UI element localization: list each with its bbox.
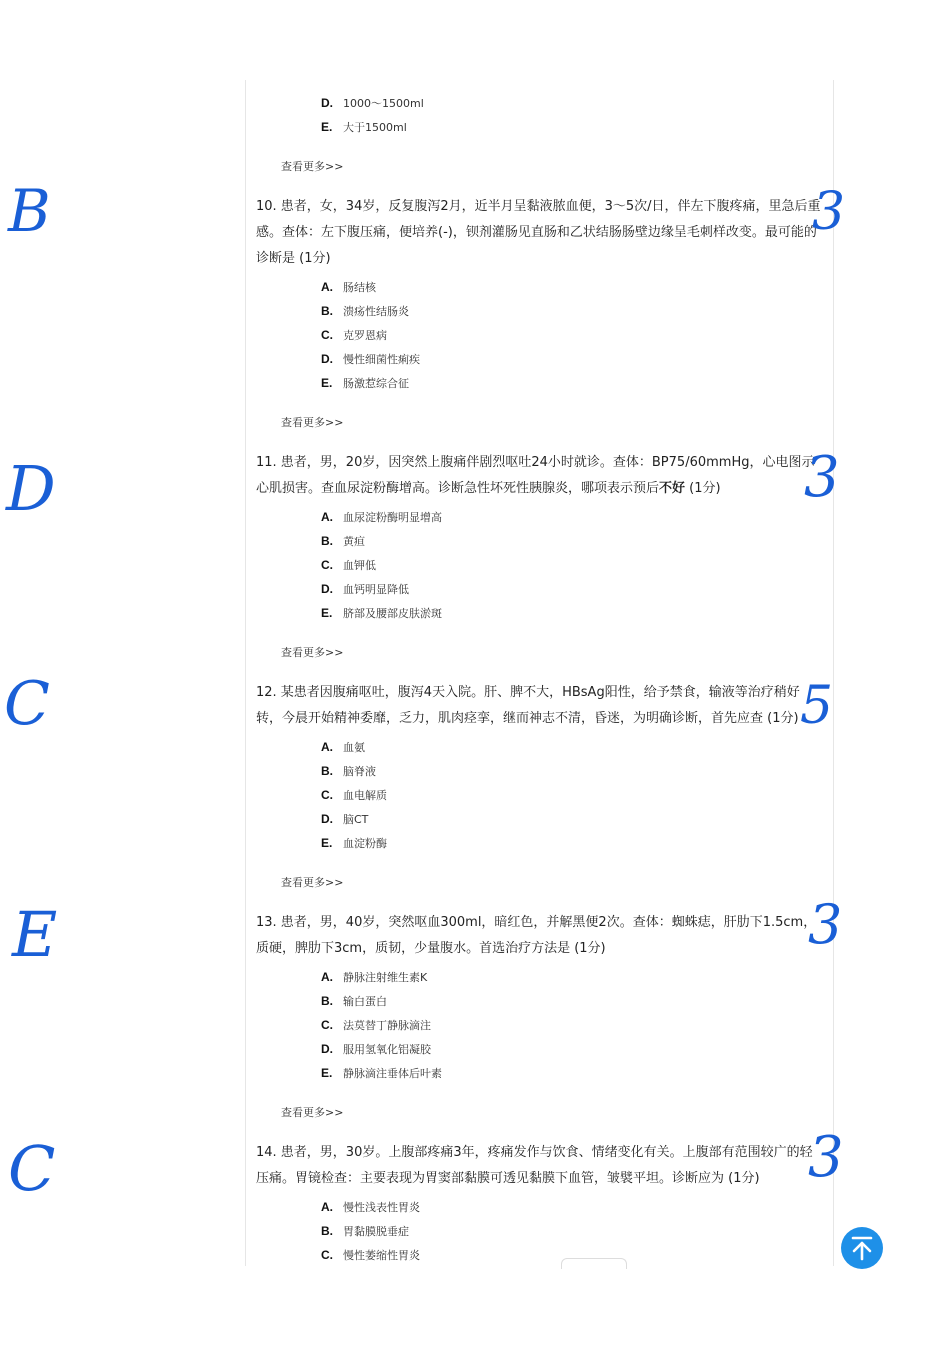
question-12-option-b[interactable]: B. 脑脊液 bbox=[321, 764, 376, 778]
handwritten-score-q13: 3 bbox=[808, 893, 843, 956]
handwritten-answer-q11: D bbox=[6, 452, 56, 525]
handwritten-score-q12: 5 bbox=[800, 676, 834, 736]
handwritten-answer-q10: B bbox=[8, 177, 51, 245]
question-11-option-c[interactable]: C. 血钾低 bbox=[321, 558, 376, 572]
question-10-option-b[interactable]: B. 溃疡性结肠炎 bbox=[321, 304, 409, 318]
question-page bbox=[245, 80, 834, 1266]
see-more-link[interactable]: 查看更多>> bbox=[281, 416, 344, 429]
handwritten-answer-q12: C bbox=[4, 669, 50, 739]
question-13-stem: 13. 患者，男，40岁，突然呕血300ml，暗红色，并解黑便2次。查体：蜘蛛痣，肝肋下1.5cm，质硬，脾肋下3cm，质韧，少量腹水。首选治疗方法是 (1分) bbox=[256, 915, 817, 956]
question-13-option-b[interactable]: B. 输白蛋白 bbox=[321, 994, 387, 1008]
handwritten-answer-q13: E bbox=[12, 898, 58, 971]
question-11-option-e[interactable]: E. 脐部及腰部皮肤淤斑 bbox=[321, 606, 442, 620]
question-12-option-c[interactable]: C. 血电解质 bbox=[321, 788, 387, 802]
question-10-option-e[interactable]: E. 肠激惹综合征 bbox=[321, 376, 409, 390]
question-10-option-c[interactable]: C. 克罗恩病 bbox=[321, 328, 387, 342]
option-d[interactable]: D. 1000～1500ml bbox=[321, 96, 424, 110]
question-11-option-d[interactable]: D. 血钙明显降低 bbox=[321, 582, 409, 596]
question-11-stem: 11. 患者，男，20岁，因突然上腹痛伴剧烈呕吐24小时就诊。查体：BP75/60mmHg，心电图示心肌损害。查血尿淀粉酶增高。诊断急性坏死性胰腺炎，哪项表示预后不好 (1分) bbox=[256, 455, 815, 496]
question-13-option-c[interactable]: C. 法莫替丁静脉滴注 bbox=[321, 1018, 431, 1032]
handwritten-score-q14: 3 bbox=[808, 1125, 844, 1190]
question-12-stem: 12. 某患者因腹痛呕吐，腹泻4天入院。肝、脾不大，HBsAg阳性，给予禁食，输液等治疗稍好转，今晨开始精神委靡，乏力，肌肉痉挛，继而神志不清，昏迷，为明确诊断，首先应查 (1分) bbox=[256, 685, 800, 726]
question-10-option-a[interactable]: A. 肠结核 bbox=[321, 280, 376, 294]
back-to-top-button[interactable] bbox=[841, 1227, 883, 1269]
question-14-option-b[interactable]: B. 胃黏膜脱垂症 bbox=[321, 1224, 409, 1238]
question-10-option-d[interactable]: D. 慢性细菌性痢疾 bbox=[321, 352, 420, 366]
see-more-link[interactable]: 查看更多>> bbox=[281, 876, 344, 889]
question-14-stem: 14. 患者，男，30岁。上腹部疼痛3年，疼痛发作与饮食、情绪变化有关。上腹部有范围较广的轻压痛。胃镜检查：主要表现为胃窦部黏膜可透见黏膜下血管，皱襞平坦。诊断应为 (1分) bbox=[256, 1145, 813, 1186]
arrow-up-to-line-icon bbox=[841, 1227, 883, 1269]
see-more-link[interactable]: 查看更多>> bbox=[281, 646, 344, 659]
question-11-option-b[interactable]: B. 黄疸 bbox=[321, 534, 365, 548]
question-10-stem: 10. 患者，女，34岁，反复腹泻2月，近半月呈黏液脓血便，3～5次/日，伴左下腹疼痛，里急后重感。查体：左下腹压痛，便培养(-)，钡剂灌肠见直肠和乙状结肠肠壁边缘呈毛刺样改变。最可能的诊断是 (1分) bbox=[256, 199, 821, 266]
question-14-option-c[interactable]: C. 慢性萎缩性胃炎 bbox=[321, 1248, 420, 1262]
question-12-option-e[interactable]: E. 血淀粉酶 bbox=[321, 836, 387, 850]
question-13-option-a[interactable]: A. 静脉注射维生素K bbox=[321, 970, 428, 984]
option-e[interactable]: E. 大于1500ml bbox=[321, 120, 407, 134]
question-13-option-e[interactable]: E. 静脉滴注垂体后叶素 bbox=[321, 1066, 442, 1080]
see-more-link[interactable]: 查看更多>> bbox=[281, 160, 344, 173]
handwritten-answer-q14: C bbox=[8, 1132, 56, 1205]
handwritten-score-q10: 3 bbox=[812, 182, 846, 242]
question-12-option-a[interactable]: A. 血氨 bbox=[321, 740, 365, 754]
handwritten-score-q11: 3 bbox=[804, 445, 840, 510]
question-13-option-d[interactable]: D. 服用氢氧化铝凝胶 bbox=[321, 1042, 431, 1056]
question-12-option-d[interactable]: D. 脑CT bbox=[321, 812, 369, 826]
question-14-option-a[interactable]: A. 慢性浅表性胃炎 bbox=[321, 1200, 420, 1214]
question-11-option-a[interactable]: A. 血尿淀粉酶明显增高 bbox=[321, 510, 442, 524]
pager-tab[interactable] bbox=[561, 1258, 627, 1269]
see-more-link[interactable]: 查看更多>> bbox=[281, 1106, 344, 1119]
